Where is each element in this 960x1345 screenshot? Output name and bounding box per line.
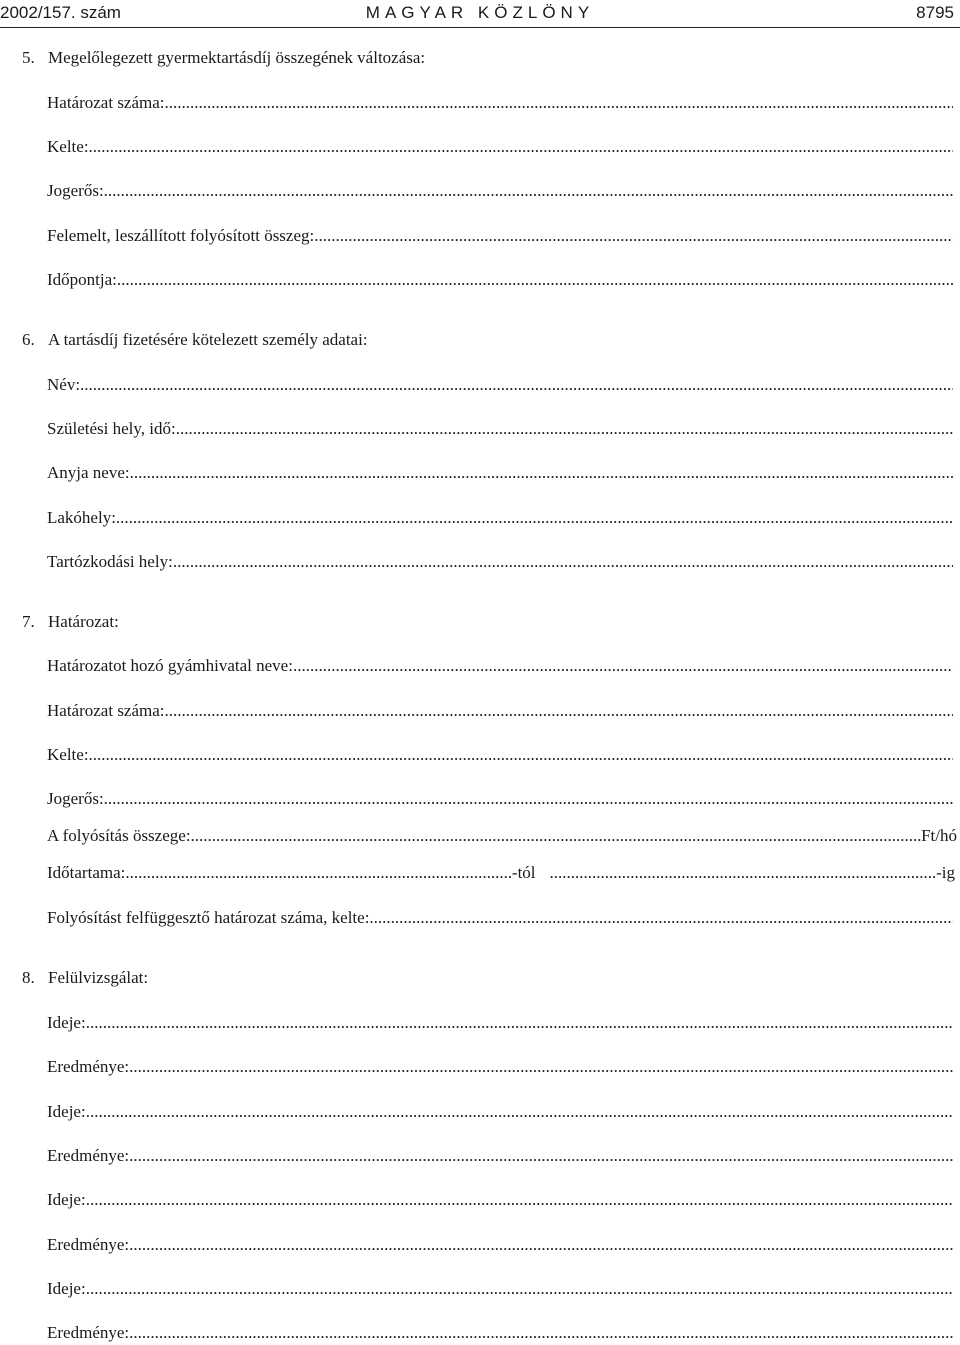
- form-field[interactable]: [47, 1056, 953, 1078]
- field-label: Eredménye:: [47, 1235, 130, 1254]
- field-label: Kelte:: [47, 745, 89, 764]
- field-label: Születési hely, idő:: [47, 419, 176, 438]
- form-field[interactable]: [47, 374, 953, 396]
- field-label: Eredménye:: [47, 1057, 130, 1076]
- form-field[interactable]: [47, 269, 953, 291]
- form-field[interactable]: [47, 180, 953, 202]
- field-label: Jogerős:: [47, 181, 104, 200]
- section-title: Határozat:: [48, 612, 119, 631]
- fill-line: [165, 92, 953, 114]
- issue-number: 2002/157. szám: [0, 3, 121, 22]
- field-label: Ideje:: [47, 1279, 86, 1298]
- fill-line: [104, 180, 953, 202]
- fill-line: [314, 225, 953, 247]
- field-label: Kelte:: [47, 137, 89, 156]
- field-label: Anyja neve:: [47, 463, 130, 482]
- fill-line: [176, 418, 953, 440]
- fill-line: [129, 1322, 953, 1344]
- section-8-heading: [22, 967, 148, 989]
- form-field[interactable]: [47, 1145, 953, 1167]
- field-label: Ideje:: [47, 1102, 86, 1121]
- form-field[interactable]: [47, 700, 953, 722]
- field-label: Tartózkodási hely:: [47, 552, 173, 571]
- section-title: Felülvizsgálat:: [48, 968, 149, 987]
- form-field[interactable]: [47, 655, 953, 677]
- section-number: 8.: [22, 968, 35, 987]
- fill-line: [293, 655, 953, 677]
- section-number: 5.: [22, 48, 35, 67]
- fill-line: [89, 136, 953, 158]
- form-field[interactable]: [47, 1234, 953, 1256]
- fill-line: [369, 907, 953, 929]
- duration-field[interactable]: [47, 862, 955, 884]
- form-field[interactable]: [47, 788, 953, 810]
- section-7-heading: [22, 611, 119, 633]
- field-label: Név:: [47, 375, 81, 394]
- fill-line: [550, 862, 937, 884]
- field-label: Eredménye:: [47, 1146, 130, 1165]
- field-label: Ideje:: [47, 1013, 86, 1032]
- form-field[interactable]: [47, 1278, 953, 1300]
- form-field[interactable]: [47, 136, 953, 158]
- form-field[interactable]: [47, 462, 953, 484]
- section-title: Megelőlegezett gyermektartásdíj összegének változása:: [48, 48, 426, 67]
- form-field[interactable]: [47, 907, 953, 929]
- field-label: Jogerős:: [47, 789, 104, 808]
- fill-line: [125, 862, 512, 884]
- field-label: Folyósítást felfüggesztő határozat száma, kelte:: [47, 908, 370, 927]
- field-label: Eredménye:: [47, 1323, 130, 1342]
- fill-line: [86, 1012, 953, 1034]
- fill-line: [165, 700, 953, 722]
- fill-line: [86, 1101, 953, 1123]
- fill-line: [89, 744, 953, 766]
- form-field[interactable]: [47, 92, 953, 114]
- fill-line: [86, 1278, 953, 1300]
- fill-line: [86, 1189, 953, 1211]
- duration-from-suffix: -tól: [511, 863, 536, 882]
- field-label: Időtartama:: [47, 863, 126, 882]
- form-field[interactable]: [47, 551, 953, 573]
- field-label: A folyósítás összege:: [47, 826, 191, 845]
- page-header: [0, 3, 960, 28]
- fill-line: [129, 1234, 953, 1256]
- form-field[interactable]: [47, 507, 953, 529]
- fill-line: [129, 1056, 953, 1078]
- fill-line: [130, 462, 953, 484]
- fill-line: [129, 1145, 953, 1167]
- fill-line: [116, 507, 953, 529]
- field-label: Határozatot hozó gyámhivatal neve:: [47, 656, 293, 675]
- form-field[interactable]: [47, 418, 953, 440]
- section-6-heading: [22, 329, 368, 351]
- form-field[interactable]: [47, 744, 953, 766]
- amount-unit: Ft/hó: [921, 826, 957, 845]
- field-label: Felemelt, leszállított folyósított összeg:: [47, 226, 315, 245]
- field-label: Lakóhely:: [47, 508, 116, 527]
- fill-line: [191, 825, 922, 847]
- section-number: 6.: [22, 330, 35, 349]
- section-number: 7.: [22, 612, 35, 631]
- duration-to-suffix: -ig: [936, 863, 955, 882]
- publication-title: MAGYAR KÖZLÖNY: [365, 3, 595, 22]
- fill-line: [117, 269, 953, 291]
- section-5-heading: [22, 47, 425, 69]
- fill-line: [80, 374, 953, 396]
- field-label: Határozat száma:: [47, 93, 165, 112]
- amount-field[interactable]: [47, 825, 957, 847]
- fill-line: [173, 551, 953, 573]
- form-field[interactable]: [47, 1101, 953, 1123]
- fill-line: [104, 788, 953, 810]
- page-number: 8795: [916, 3, 954, 22]
- form-field[interactable]: [47, 225, 953, 247]
- section-title: A tartásdíj fizetésére kötelezett személy adatai:: [48, 330, 368, 349]
- form-field[interactable]: [47, 1012, 953, 1034]
- field-label: Időpontja:: [47, 270, 117, 289]
- form-field[interactable]: [47, 1322, 953, 1344]
- form-field[interactable]: [47, 1189, 953, 1211]
- field-label: Határozat száma:: [47, 701, 165, 720]
- field-label: Ideje:: [47, 1190, 86, 1209]
